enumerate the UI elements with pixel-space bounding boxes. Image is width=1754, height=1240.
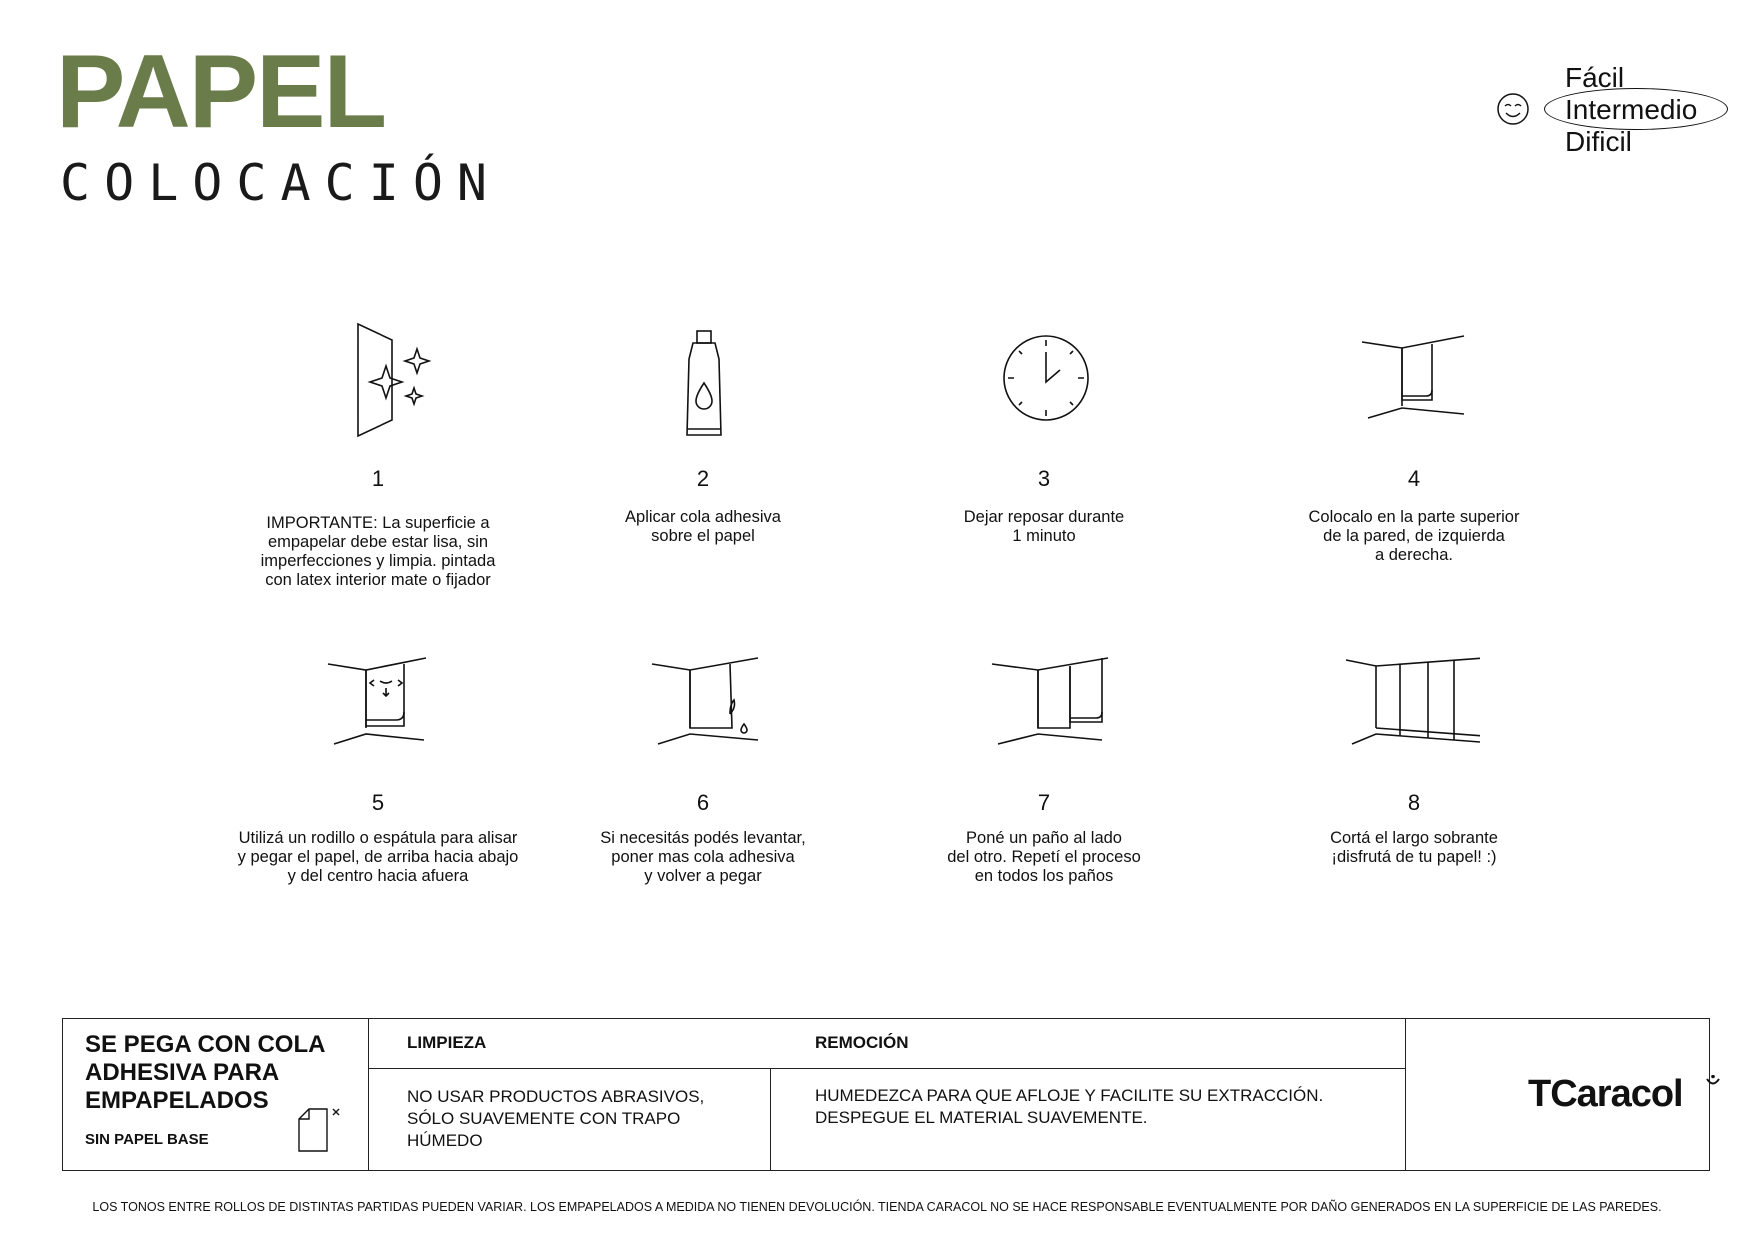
footer-disclaimer: LOS TONOS ENTRE ROLLOS DE DISTINTAS PARTIDAS PUEDEN VARIAR. LOS EMPAPELADOS A MEDIDA NO TIENEN DEVOLUCIÓN. TIENDA CARACOL NO SE HACE RESPONSABLE EVENTUALMENTE POR DAÑO GENERADOS EN LA SUPERFICIE DE LAS PAREDES. [92,1200,1662,1214]
step-5-text: Utilizá un rodillo o espátula para alisar y pegar el papel, de arriba hacia abajo y del centro hacia afuera [237,829,519,885]
trim-excess-icon [1340,644,1480,764]
step-7-text: Poné un paño al lado del otro. Repetí el proceso en todos los paños [947,829,1141,885]
smiley-icon [1496,92,1530,126]
step-1-number: 1 [371,466,385,491]
step-7-number: 7 [1037,790,1051,815]
glue-subtitle: SIN PAPEL BASE [85,1131,209,1148]
difficulty-easy: Fácil [1565,62,1625,93]
smoothing-arrows-icon [316,644,456,764]
no-base-paper-icon [295,1105,345,1155]
step-4-text: Colocalo en la parte superior de la pared, de izquierda a derecha. [1308,508,1520,564]
remocion-heading: REMOCIÓN [815,1033,909,1052]
step-2-text: Aplicar cola adhesiva sobre el papel [625,508,781,545]
step-4-number: 4 [1407,466,1421,491]
lift-reglue-icon [640,644,780,764]
page-subtitle: COLOCACIÓN [60,154,502,212]
wall-top-placement-icon [1346,322,1486,442]
step-8-number: 8 [1407,790,1421,815]
brand-logo [1528,1073,1683,1116]
remocion-text: HUMEDEZCA PARA QUE AFLOJE Y FACILITE SU EXTRACCIÓN. DESPEGUE EL MATERIAL SUAVEMENTE. [815,1086,1324,1127]
difficulty-hard: Dificil [1565,126,1632,157]
difficulty-list [1565,62,1697,158]
brand-name: TCaracol [1528,1073,1683,1115]
brand-smile-icon [1705,1075,1721,1089]
limpieza-heading: LIMPIEZA [407,1033,487,1052]
step-3-number: 3 [1037,466,1051,491]
side-by-side-panels-icon [984,644,1124,764]
step-8-text: Cortá el largo sobrante ¡disfrutá de tu papel! :) [1330,829,1498,866]
step-3-text: Dejar reposar durante 1 minuto [963,508,1125,545]
limpieza-text: NO USAR PRODUCTOS ABRASIVOS, SÓLO SUAVEMENTE CON TRAPO HÚMEDO [407,1087,705,1150]
clock-icon [976,318,1116,438]
step-6-number: 6 [696,790,710,815]
step-1-text: IMPORTANTE: La superficie a empapelar debe estar lisa, sin imperfecciones y limpia. pintada con latex interior mate o fijador [260,514,496,589]
glue-title: SE PEGA CON COLA ADHESIVA PARA EMPAPELADOS [85,1031,325,1114]
step-6-text: Si necesitás podés levantar, poner mas cola adhesiva y volver a pegar [600,829,806,885]
step-5-number: 5 [371,790,385,815]
info-box [62,1018,1710,1171]
difficulty-intermediate: Intermedio [1565,94,1698,125]
step-2-number: 2 [696,466,710,491]
glue-tube-icon [635,325,775,445]
page-title: PAPEL [56,34,386,150]
clean-surface-sparkles-icon [330,318,470,438]
